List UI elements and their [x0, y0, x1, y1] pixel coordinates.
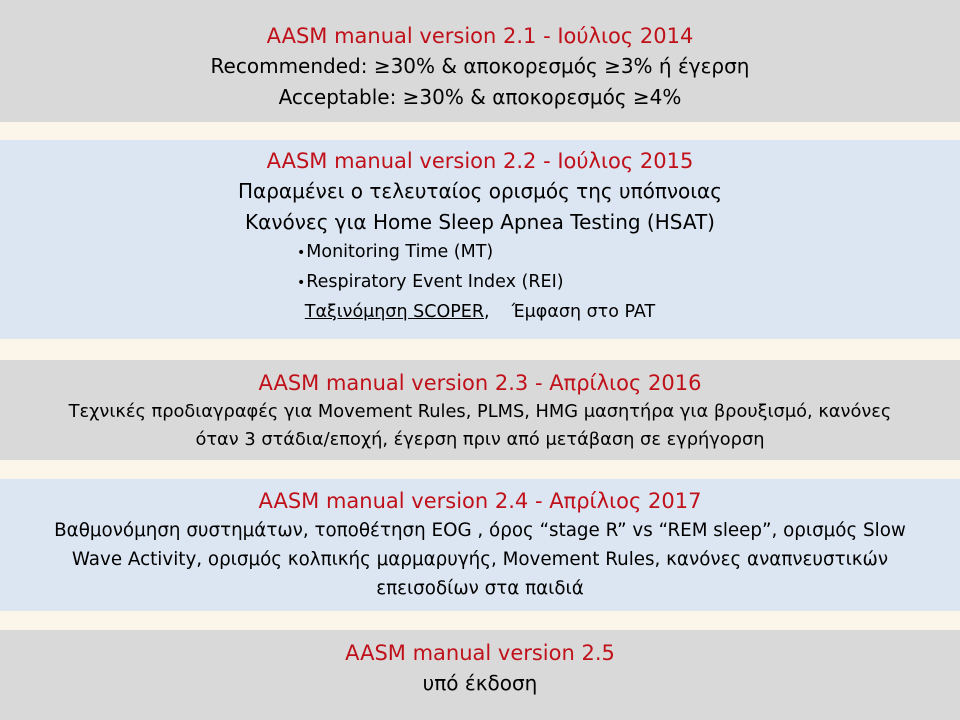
- section-line: επεισοδίων στα παιδιά: [376, 578, 584, 599]
- section-line: όταν 3 στάδια/εποχή, έγερση πριν από μετάβαση σε εγρήγορση: [195, 429, 765, 450]
- bullet-list: [297, 238, 960, 298]
- bullet-item: [297, 238, 960, 268]
- section-title: AASM manual version 2.5: [345, 641, 615, 665]
- pat-text: Έμφαση στο PAT: [511, 302, 656, 322]
- bullet-item: [297, 268, 960, 298]
- bullet-dot-icon: •: [297, 245, 306, 261]
- section-line: Παραμένει ο τελευταίος ορισμός της υπόπνοιας: [238, 179, 722, 203]
- section-line: Κανόνες για Home Sleep Apnea Testing (HSAT): [245, 210, 715, 234]
- section-version-2-1: [0, 0, 960, 122]
- scoper-separator: ,: [484, 302, 490, 322]
- scoper-row: [0, 298, 960, 326]
- section-title: AASM manual version 2.2 - Ιούλιος 2015: [266, 149, 694, 173]
- section-version-2-5: [0, 630, 960, 720]
- section-line: Acceptable: ≥30% & αποκορεσμός ≥4%: [278, 85, 682, 109]
- section-line: Recommended: ≥30% & αποκορεσμός ≥3% ή έγερση: [210, 54, 750, 78]
- section-version-2-2: [0, 140, 960, 339]
- scoper-label: Ταξινόμηση SCOPER: [304, 302, 484, 322]
- bullet-text: Respiratory Event Index (REI): [306, 272, 564, 292]
- section-version-2-3: [0, 360, 960, 460]
- bullet-dot-icon: •: [297, 275, 306, 291]
- section-line: υπό έκδοση: [422, 671, 538, 695]
- section-title: AASM manual version 2.3 - Απρίλιος 2016: [258, 371, 702, 395]
- section-line: Wave Activity, ορισμός κολπικής μαρμαρυγής, Movement Rules, κανόνες αναπνευστικών: [71, 549, 889, 570]
- section-version-2-4: [0, 479, 960, 611]
- bullet-text: Monitoring Time (MT): [306, 242, 494, 262]
- section-line: Βαθμονόμηση συστημάτων, τοποθέτηση EOG , όρος “stage R” vs “REM sleep”, ορισμός Slow: [54, 520, 906, 541]
- section-title: AASM manual version 2.4 - Απρίλιος 2017: [258, 489, 702, 513]
- section-title: AASM manual version 2.1 - Ιούλιος 2014: [266, 24, 694, 48]
- section-line: Τεχνικές προδιαγραφές για Movement Rules, PLMS, HMG μασητήρα για βρουξισμό, κανόνες: [68, 401, 892, 422]
